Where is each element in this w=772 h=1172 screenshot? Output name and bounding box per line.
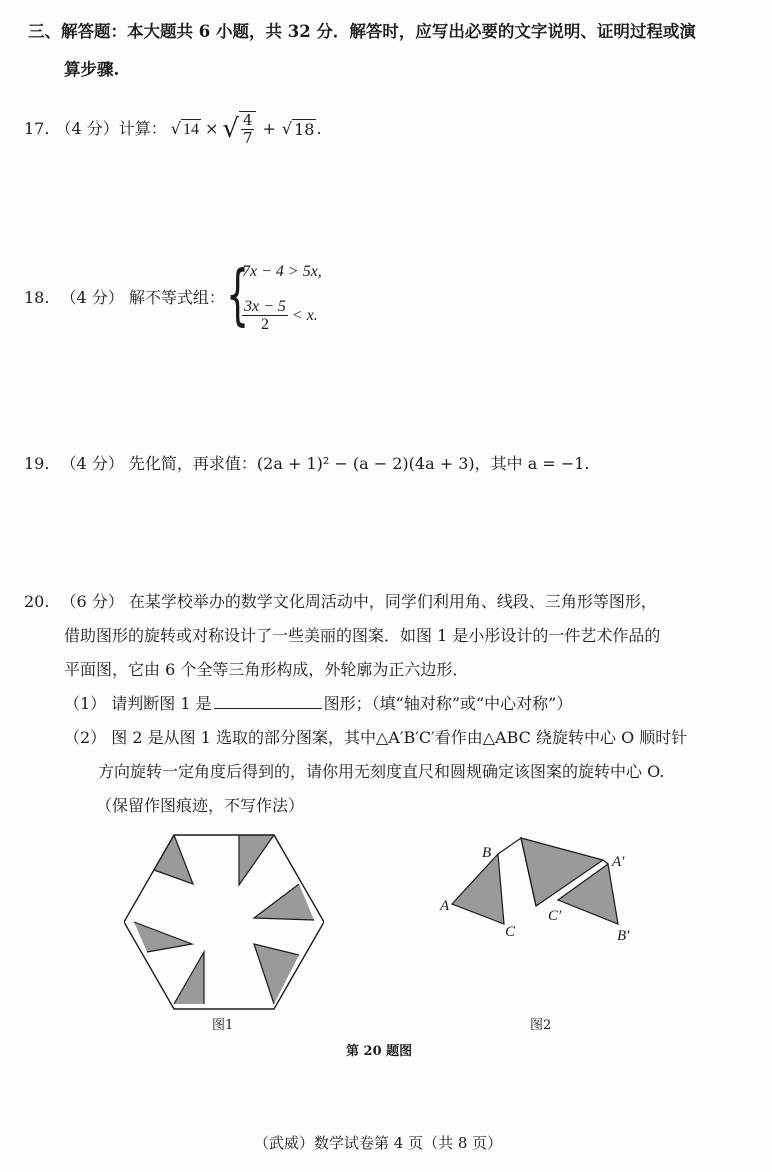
inequality-1: 7x − 4 > 5x, — [242, 263, 322, 280]
triangle-abc — [452, 854, 504, 924]
figure-2 — [448, 832, 648, 942]
question-points: （4 分） — [60, 288, 124, 307]
fraction — [239, 111, 257, 147]
question-text: 先化简，再求值：(2a + 1)² − (a − 2)(4a + 3)，其中 a = −1. — [128, 454, 590, 473]
subquestion-text: 图 2 是从图 1 选取的部分图案，其中△A′B′C′看作由△ABC 绕旋转中心 O 顺时针 — [111, 728, 688, 747]
figure-1-caption: 图1 — [212, 1018, 234, 1033]
inequality-2 — [242, 298, 318, 333]
question-17 — [24, 112, 322, 146]
question-number: 20. — [24, 592, 50, 611]
subquestion-2-line-2: 方向旋转一定角度后得到的，请你用无刻度直尺和圆规确定该图案的旋转中心 O. — [98, 762, 665, 781]
question-points: （4 分） — [55, 119, 119, 138]
sqrt-sign: √ — [170, 119, 181, 138]
question-text: 在某学校举办的数学文化周活动中，同学们利用角、线段、三角形等图形， — [128, 592, 657, 611]
label-c: C — [505, 924, 516, 940]
question-points: （6 分） — [60, 592, 124, 611]
fraction-denominator: 2 — [260, 316, 269, 333]
question-number: 18. — [24, 288, 50, 307]
radicand-2: 18 — [294, 119, 315, 139]
section-heading-cont: 算步骤. — [64, 60, 120, 79]
radicand-1: 14 — [182, 120, 199, 138]
question-18 — [24, 288, 225, 308]
label-b: B — [482, 845, 492, 861]
question-number: 19. — [24, 454, 50, 473]
figure-2-connector-2 — [603, 860, 608, 864]
question-20-line-3: 平面图，它由 6 个全等三角形构成，外轮廓为正六边形． — [64, 660, 469, 679]
label-b-prime: B′ — [617, 928, 630, 944]
question-20 — [24, 592, 657, 612]
subquestion-2 — [64, 728, 687, 748]
label-a: A — [440, 898, 450, 914]
subquestion-label: （1） — [64, 694, 107, 713]
question-19 — [24, 454, 590, 474]
question-number: 17. — [24, 119, 50, 138]
page-footer: （武威）数学试卷第 4 页（共 8 页） — [254, 1134, 503, 1152]
subquestion-text: 请判断图 1 是 — [111, 694, 212, 713]
fraction-numerator: 3x − 5 — [244, 298, 286, 315]
question-20-line-2: 借助图形的旋转或对称设计了一些美丽的图案．如图 1 是小彤设计的一件艺术作品的 — [64, 626, 661, 645]
period: . — [316, 119, 322, 138]
question-prompt: 解不等式组： — [128, 288, 225, 307]
answer-blank[interactable] — [214, 694, 322, 709]
section-heading: 三、解答题：本大题共 6 小题，共 32 分．解答时，应写出必要的文字说明、证明过程或演 — [28, 22, 696, 41]
sqrt-sign: √ — [281, 119, 293, 138]
subquestion-label: （2） — [64, 728, 107, 747]
times-sign: × — [204, 119, 219, 138]
figure-1-hexagon-outline — [124, 835, 324, 1009]
sqrt-sign: √ — [222, 114, 239, 144]
subquestion-text: 图形；（填“轴对称”或“中心对称”） — [323, 694, 573, 713]
figure-title: 第 20 题图 — [346, 1044, 413, 1059]
inequality-2-fraction — [242, 298, 288, 333]
inequality-2-rest: < x. — [291, 306, 318, 324]
figure-1 — [124, 832, 324, 1012]
question-points: （4 分） — [60, 454, 124, 473]
label-a-prime: A′ — [612, 854, 625, 870]
plus-sign: + — [262, 119, 276, 138]
fraction-numerator: 4 — [242, 111, 253, 129]
label-c-prime: C′ — [548, 908, 562, 924]
figure-2-caption: 图2 — [530, 1018, 552, 1033]
subquestion-2-line-3: （保留作图痕迹，不写作法） — [96, 796, 305, 815]
subquestion-1 — [64, 694, 572, 714]
system-brace: { — [226, 256, 250, 333]
question-prompt: 计算： — [118, 119, 167, 138]
fraction-denominator: 7 — [242, 129, 253, 147]
